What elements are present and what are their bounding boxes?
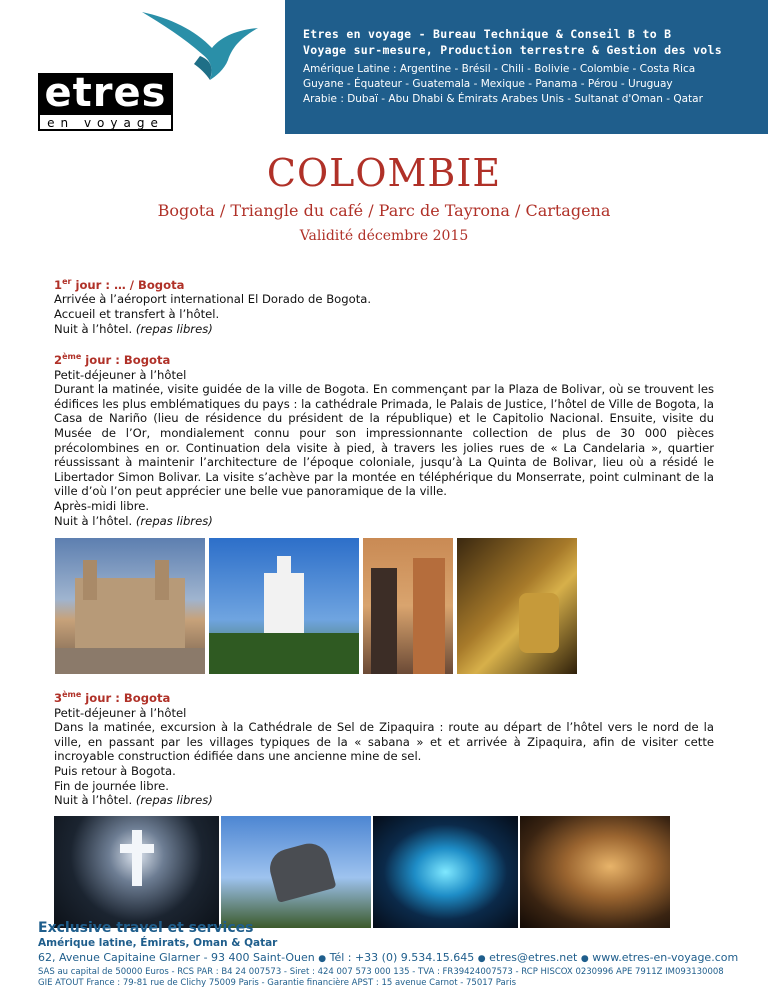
photo-plaza-bolivar bbox=[55, 538, 205, 674]
day-1-heading: 1er jour : … / Bogota bbox=[54, 277, 185, 292]
logo-subtitle: en voyage bbox=[38, 115, 173, 131]
photo-mine-tunnel bbox=[520, 816, 670, 928]
day-2-line: Après-midi libre. bbox=[54, 499, 150, 514]
logo-wordmark: etres bbox=[38, 73, 173, 115]
day-3-line: Petit-déjeuner à l’hôtel bbox=[54, 705, 187, 720]
footer-email[interactable]: etres@etres.net bbox=[489, 951, 578, 964]
destinations-3: Arabie : Dubaï - Abu Dhabi & Émirats Arabes Unis - Sultanat d'Oman - Qatar bbox=[303, 93, 703, 105]
footer bbox=[38, 920, 758, 989]
day-3-night: Nuit à l’hôtel. (repas libres) bbox=[54, 793, 213, 808]
tagline-1: Etres en voyage - Bureau Technique & Conseil B to B bbox=[303, 27, 672, 41]
page-title: COLOMBIE bbox=[266, 151, 502, 195]
footer-legal-2: GIE ATOUT France : 79-81 rue de Clichy 75009 Paris - Garantie financière APST : 15 avenue Carnot - 75017 Paris bbox=[38, 978, 516, 988]
destinations-2: Guyane - Équateur - Guatemala - Mexique - Panama - Pérou - Uruguay bbox=[303, 78, 673, 90]
destinations-1: Amérique Latine : Argentine - Brésil - Chili - Bolivie - Colombie - Costa Rica bbox=[303, 63, 696, 75]
photo-salt-cathedral-cross bbox=[54, 816, 219, 928]
page-subtitle: Bogota / Triangle du café / Parc de Tayrona / Cartagena bbox=[157, 201, 611, 220]
footer-address: 62, Avenue Capitaine Glarner - 93 400 Saint-Ouen bbox=[38, 951, 315, 964]
footer-legal-1: SAS au capital de 50000 Euros - RCS PAR : B4 24 007573 - Siret : 424 007 573 000 135 - TVA : FR39424007573 - RCP HISCOX 0230996 APE 7911Z IM093130008 bbox=[38, 967, 724, 977]
footer-regions: Amérique latine, Émirats, Oman & Qatar bbox=[38, 937, 278, 949]
footer-phone: Tél : +33 (0) 9.534.15.645 bbox=[329, 951, 475, 964]
photo-museo-oro bbox=[457, 538, 577, 674]
photo-monserrate bbox=[209, 538, 359, 674]
day-1-night: Nuit à l’hôtel. (repas libres) bbox=[54, 321, 213, 336]
header bbox=[0, 0, 768, 134]
title-block bbox=[0, 148, 768, 246]
photo-strip-zipaquira bbox=[54, 816, 714, 928]
day-2-line: Durant la matinée, visite guidée de la ville de Bogota. En commençant par la Plaza de Bolivar, où se trouvent les édifices les plus emblématiques du pays : la cathédrale Primada, le Palais de Justice, l’hôtel de Ville de Bogota, la Casa de Nariño (lieu de résidence du président de la république) et le Capitolio Nacional. Ensuite, visite du Musée de l’Or, mondialement connu pour son impressionnante collection de plus de 30 000 pièces précolombines en or. Continuation dela visite à pied, à travers les jolies rues de « La Candelaria », quartier réussissant à maintenir l’architecture de l’époque coloniale, jusqu’à La Quinta de Bolivar, lieu où a résidé le Libertador Simon Bolivar. La visite s’achève par la montée en téléphérique du Monserrate, point culminant de la ville d’où l’on peut apprécier une belle vue panoramique de la ville. bbox=[54, 382, 714, 499]
footer-website[interactable]: www.etres-en-voyage.com bbox=[592, 951, 739, 964]
day-3-line: Dans la matinée, excursion à la Cathédrale de Sel de Zipaquira : route au départ de l’hôtel vers le nord de la ville, en passant par les villages typiques de la « sabana » et et arrivée à Zipaquira, afin de visiter cette incroyable construction édifiée dans une ancienne mine de sel. bbox=[54, 720, 714, 764]
day-2-line: Petit-déjeuner à l’hôtel bbox=[54, 367, 187, 382]
itinerary bbox=[54, 275, 714, 928]
day-2-night: Nuit à l’hôtel. (repas libres) bbox=[54, 513, 213, 528]
day-3-heading: 3ème jour : Bogota bbox=[54, 690, 171, 706]
footer-slogan: Exclusive travel et services bbox=[38, 920, 254, 936]
day-3-line: Fin de journée libre. bbox=[54, 778, 169, 793]
footer-contact: 62, Avenue Capitaine Glarner - 93 400 Saint-Ouen ● Tél : +33 (0) 9.534.15.645 ● etres@etres.net ● www.etres-en-voyage.com bbox=[38, 951, 739, 964]
day-1-line: Arrivée à l’aéroport international El Dorado de Bogota. bbox=[54, 292, 372, 307]
photo-candelaria bbox=[363, 538, 453, 674]
photo-salt-mine-light bbox=[373, 816, 518, 928]
day-3-line: Puis retour à Bogota. bbox=[54, 764, 176, 779]
validity: Validité décembre 2015 bbox=[299, 228, 469, 244]
header-band bbox=[285, 0, 768, 134]
day-2-heading: 2ème jour : Bogota bbox=[54, 352, 171, 368]
photo-strip-bogota bbox=[55, 538, 714, 674]
photo-miner-statue bbox=[221, 816, 371, 928]
tagline-2: Voyage sur-mesure, Production terrestre & Gestion des vols bbox=[303, 43, 722, 57]
logo bbox=[0, 0, 285, 134]
day-1-line: Accueil et transfert à l’hôtel. bbox=[54, 307, 220, 322]
